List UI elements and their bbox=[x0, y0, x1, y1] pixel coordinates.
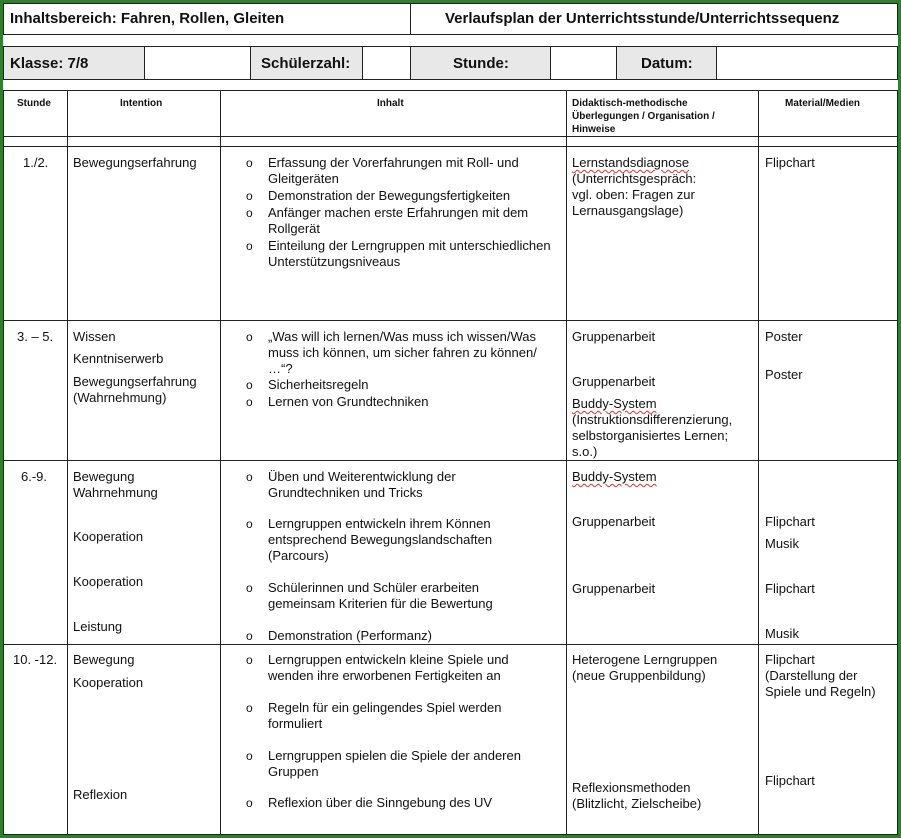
col-header-material: Material/Medien bbox=[785, 98, 861, 109]
row3-didaktik-1: Gruppenarbeit bbox=[572, 514, 656, 529]
col-divider bbox=[566, 90, 567, 835]
schuelerzahl-label: Schülerzahl: bbox=[261, 55, 351, 72]
col-header-intention: Intention bbox=[120, 98, 163, 109]
row3-material-3: Musik bbox=[765, 626, 799, 641]
datum-label: Datum: bbox=[641, 55, 693, 72]
stunde-label: Stunde: bbox=[453, 55, 509, 72]
row3-material-2: Flipchart bbox=[765, 581, 815, 596]
col-header-inhalt: Inhalt bbox=[377, 98, 404, 109]
stunde-box bbox=[410, 46, 551, 80]
row3-didaktik-0: Buddy-System bbox=[572, 469, 657, 484]
row1-didaktik-2: vgl. oben: Fragen zur Lernausgangslage) bbox=[572, 187, 695, 218]
row2-didaktik-3: (Instruktionsdifferenzierung, selbstorganisiertes Lernen; s.o.) bbox=[572, 412, 733, 459]
row4-didaktik-2: Reflexionsmethoden bbox=[572, 780, 691, 795]
row3-didaktik-2: Gruppenarbeit bbox=[572, 581, 656, 596]
klasse-box bbox=[3, 46, 145, 80]
row3-intention-1: Kooperation bbox=[73, 529, 144, 544]
verlaufsplan-box bbox=[410, 3, 898, 35]
verlaufsplan-title: Verlaufsplan der Unterrichtsstunde/Unterrichtssequenz bbox=[445, 10, 840, 27]
row4-didaktik-0: Heterogene Lerngruppen bbox=[572, 652, 718, 667]
inhaltsbereich-title: Inhaltsbereich: Fahren, Rollen, Gleiten bbox=[10, 10, 285, 27]
row4-intention-1: Kooperation bbox=[73, 675, 144, 690]
row4-didaktik-3: (Blitzlicht, Zielscheibe) bbox=[572, 796, 702, 811]
row2-didaktik-2: Buddy-System bbox=[572, 396, 657, 411]
row4-material-0: Flipchart bbox=[765, 652, 815, 667]
row3-intention-3: Leistung bbox=[73, 619, 123, 634]
inhaltsbereich-box bbox=[3, 3, 411, 35]
row1-stunde: 1./2. bbox=[23, 155, 49, 170]
row4-material-1: (Darstellung der Spiele und Regeln) bbox=[765, 668, 876, 699]
row3-stunde: 6.-9. bbox=[21, 469, 48, 484]
schuelerzahl-box bbox=[250, 46, 363, 80]
row3-material-1: Musik bbox=[765, 536, 799, 551]
row-divider bbox=[3, 136, 898, 137]
lesson-plan-page: Inhaltsbereich: Fahren, Rollen, Gleiten Verlaufsplan der Unterrichtsstunde/Unterrichtssequenz Klasse: 7/8 Schülerzahl: Stunde: Datum: Stunde Intention Inhalt Didaktisch-methodische Überlegungen / Organisation / Hinweise Material/Medien 1./2. Bewegungserfahrung o Erfassung der Vorerfahrungen mit Roll- und Gleitgeräten o Demonstration der Bewegungsfertigkeiten o Anfänger machen erste Erfahrungen mit dem Rollgerät o Einteilung der Lerngruppen mit unterschiedlichen Unterstützungsniveaus Lernstandsdiagnose (Unterrichtsgespräch: vgl. oben: Fragen zur Lernausgangslage) Flipchart 3. – 5. Wissen Kenntniserwerb Bewegungserfahrung (Wahrnehmung) o „Was will ich lernen/Was muss ich wissen/Was muss ich können, um sicher fahren zu können/ …“? o Sicherheitsregeln o Lernen von Grundtechniken Gruppenarbeit Gruppenarbeit Buddy-System (Instruktionsdifferenzierung, selbstorganisiertes Lernen; s.o.) Poster Poster 6.-9. Bewegung Wahrnehmung Kooperation Kooperation Leistung o Üben und Weiterentwicklung der Grundtechniken und Tricks o Lerngruppen entwickeln ihrem Können entsprechend Bewegungslandschaften (Parcours) o Schülerinnen und Schüler erarbeiten gemeinsam Kriterien für die Bewertung o Demonstration (Performanz) Buddy-System Gruppenarbeit Gruppenarbeit Flipchart Musik Flipchart Musik 10. -12. Bewegung Kooperation Reflexion o Lerngruppen entwickeln kleine Spiele und wenden ihre erworbenen Fertigkeiten an o Regeln für ein gelingendes Spiel werden formuliert o Lerngruppen spielen die Spiele der anderen Gruppen o Reflexion über die Sinngebung des UV Heterogene Lerngruppen (neue Gruppenbildung) Reflexionsmethoden (Blitzlicht, Zielscheibe) Flipchart (Darstellung der Spiele und Regeln) Flipchart bbox=[3, 3, 898, 835]
row4-material-2: Flipchart bbox=[765, 773, 815, 788]
row2-didaktik-1: Gruppenarbeit bbox=[572, 374, 656, 389]
stunde-value-field[interactable] bbox=[550, 46, 617, 80]
klasse-label: Klasse: 7/8 bbox=[10, 55, 89, 72]
row-divider bbox=[3, 644, 898, 645]
row1-intention: Bewegungserfahrung bbox=[73, 155, 197, 170]
col-divider bbox=[67, 90, 68, 835]
row4-didaktik-1: (neue Gruppenbildung) bbox=[572, 668, 706, 683]
row4-intention-0: Bewegung bbox=[73, 652, 135, 667]
datum-value-field[interactable] bbox=[716, 46, 898, 80]
row1-didaktik-1: (Unterrichtsgespräch: bbox=[572, 171, 697, 186]
col-divider bbox=[220, 90, 221, 835]
row1-didaktik-0: Lernstandsdiagnose bbox=[572, 155, 690, 170]
row2-intention-2: Bewegungserfahrung (Wahrnehmung) bbox=[73, 374, 197, 405]
row1-material: Flipchart bbox=[765, 155, 815, 170]
row3-intention-0: Bewegung Wahrnehmung bbox=[73, 469, 158, 500]
row2-material-1: Poster bbox=[765, 367, 803, 382]
row3-intention-2: Kooperation bbox=[73, 574, 144, 589]
row2-intention-0: Wissen bbox=[73, 329, 116, 344]
row-divider bbox=[3, 146, 898, 147]
row2-intention-1: Kenntniserwerb bbox=[73, 351, 164, 366]
row-divider bbox=[3, 460, 898, 461]
row4-stunde: 10. -12. bbox=[13, 652, 58, 667]
schuelerzahl-value-field[interactable] bbox=[362, 46, 411, 80]
row2-stunde: 3. – 5. bbox=[17, 329, 54, 344]
col-header-didaktik: Didaktisch-methodische Überlegungen / Organisation / Hinweise bbox=[572, 98, 715, 135]
col-header-stunde: Stunde bbox=[17, 98, 51, 109]
row2-didaktik-0: Gruppenarbeit bbox=[572, 329, 656, 344]
col-divider bbox=[758, 90, 759, 835]
row-divider bbox=[3, 320, 898, 321]
klasse-value-field[interactable] bbox=[144, 46, 251, 80]
row2-material-0: Poster bbox=[765, 329, 803, 344]
row4-intention-2: Reflexion bbox=[73, 787, 128, 802]
row3-material-0: Flipchart bbox=[765, 514, 815, 529]
datum-box bbox=[616, 46, 717, 80]
